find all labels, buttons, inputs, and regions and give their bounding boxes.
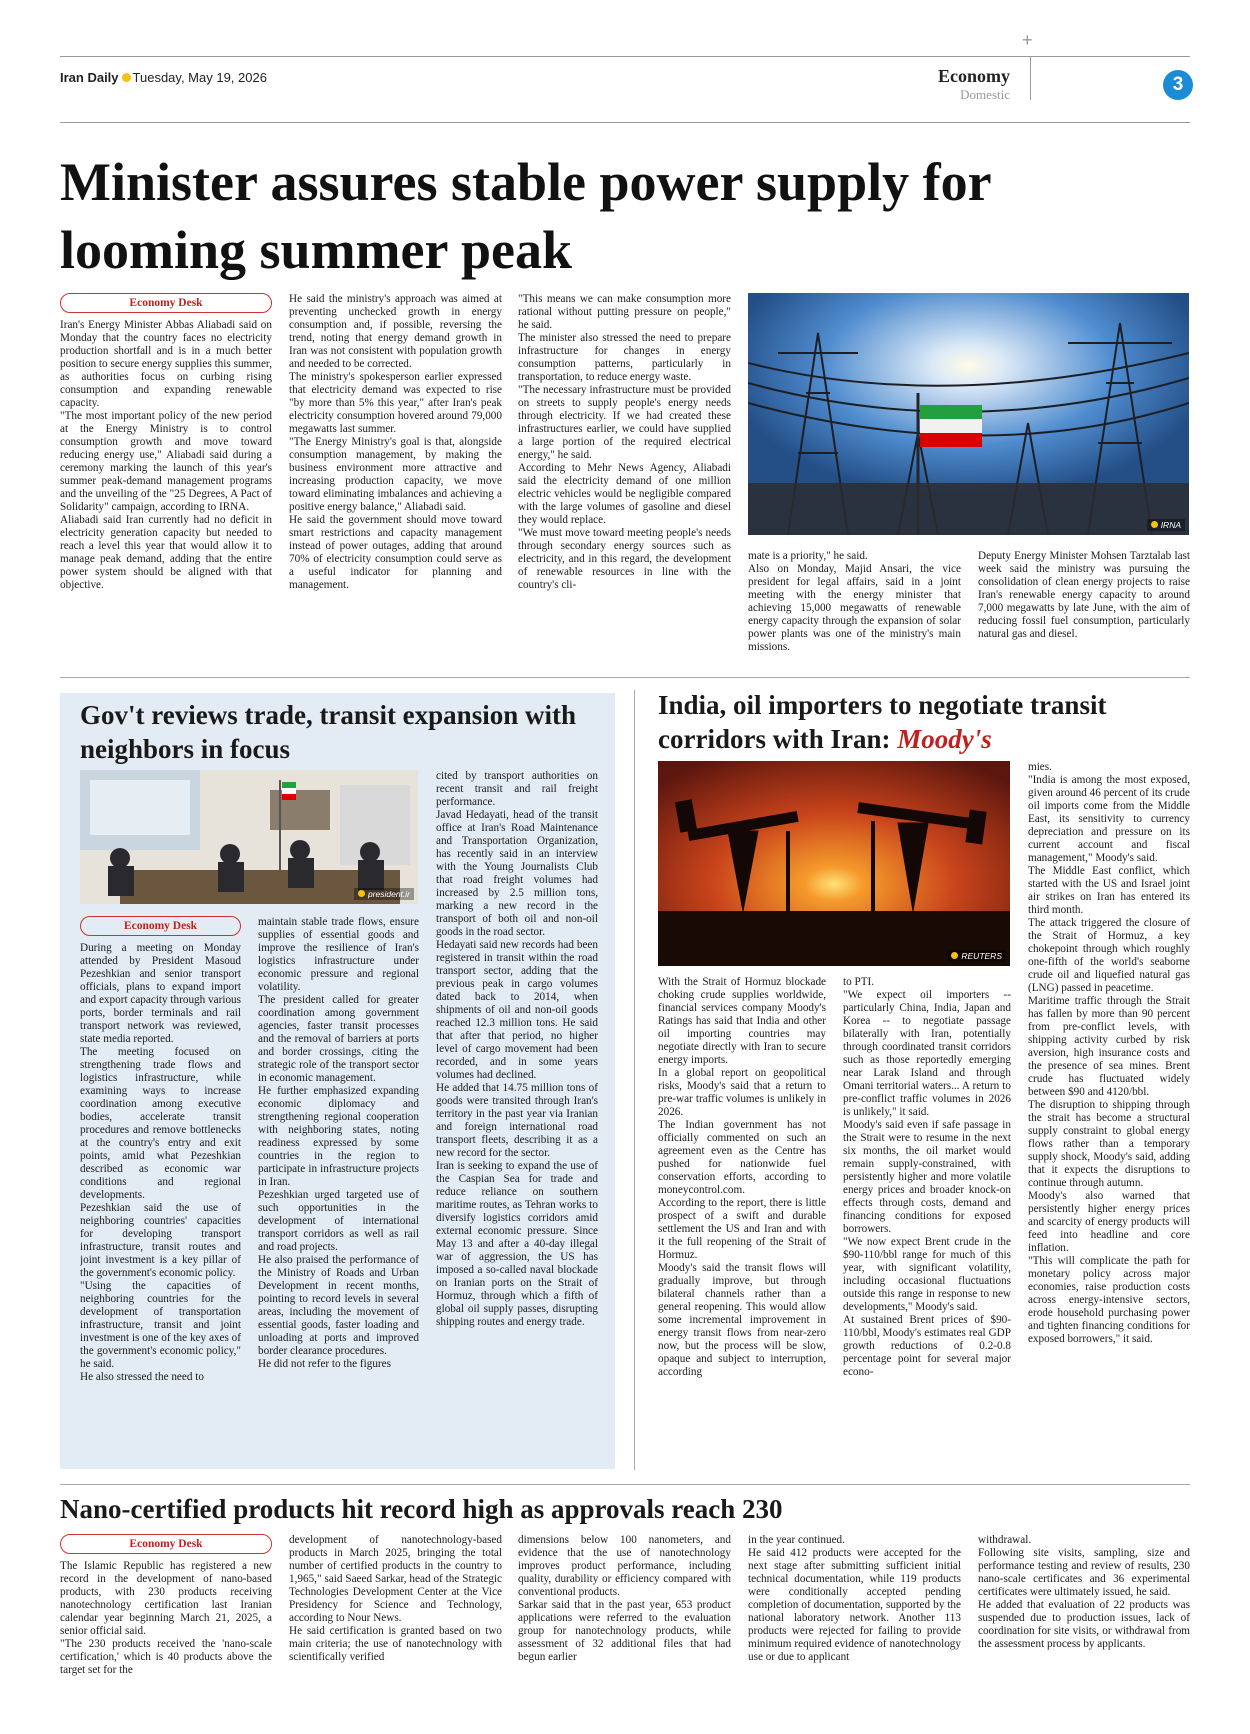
nano-text-4 — [748, 1534, 961, 1664]
crosshair-mark: + — [1022, 30, 1033, 50]
paragraph: "The 230 products received the 'nano-scale certification,' which is 40 products above the target set for the — [60, 1638, 272, 1676]
paragraph: Sarkar said that in the past year, 653 product applications were referred to the evaluation group for nanotechnology products, while assessment of 32 additional files that had begun earlier — [518, 1599, 731, 1663]
india-photo-credit: REUTERS — [947, 950, 1006, 962]
section-name: Economy — [938, 66, 1010, 86]
paragraph: "This means we can make consumption more rational without putting pressure on people," he said. — [518, 293, 731, 331]
trade-text-3 — [436, 770, 598, 1329]
paragraph: to PTI. — [843, 976, 875, 988]
nano-desk-badge: Economy Desk — [60, 1534, 272, 1554]
india-headline-source: Moody's — [897, 724, 992, 754]
paragraph: In a global report on geopolitical risks, Moody's said that a return to pre-war traffic volumes is unlikely in 2026. — [658, 1067, 826, 1118]
paragraph: Moody's said the transit flows will gradually improve, but through bilateral channels rather than a general reopening. This would allow some incremental improvement in energy transit flows from near-zero now, but the process will be slow, opaque and subject to interruption, according — [658, 1262, 826, 1378]
paragraph: Deputy Energy Minister Mohsen Tarztalab last week said the ministry was pursuing the consolidation of clean energy projects to raise Iran's renewable energy capacity to around 7,000 megawatts by late June, with the aim of reducing fossil fuel consumption, particularly natural gas and diesel. — [978, 550, 1190, 640]
paragraph: Moody's said even if safe passage in the Strait were to resume in the next six months, the oil market would remain supply-constrained, with persistently higher and more volatile energy prices and broader knock-on effects through costs, demand and financing conditions for exposed borrowers. — [843, 1119, 1011, 1235]
paragraph: He said 412 products were accepted for the next stage after submitting sufficient initial technical documentation, while 119 products were conditionally accepted pending completion of documentation, supported by the national laboratory network. Another 113 products were rejected for failing to provide minimum required evidence of nanotechnology use or due to applicant — [748, 1547, 961, 1663]
lead-column-2 — [289, 293, 502, 663]
lead-text-5 — [978, 550, 1190, 641]
lead-column-3 — [518, 293, 731, 663]
nano-text-5 — [978, 1534, 1190, 1651]
masthead-bottom-rule — [60, 122, 1190, 123]
paragraph: With the Strait of Hormuz blockade choking crude supplies worldwide, financial services company Moody's Ratings has said that India and other oil importing countries may negotiate directly with Iran to secure energy imports. — [658, 976, 826, 1066]
paragraph: The Middle East conflict, which started with the US and Israel joint air strikes on Iran has entered its third month. — [1028, 865, 1190, 916]
paragraph: Iran's Energy Minister Abbas Aliabadi said on Monday that the country faces no electricity production shortfall and is in a much better position to secure energy supplies this summer, as authorities focus on curbing rising consumption and expanding renewable capacity. — [60, 319, 272, 409]
paragraph: He did not refer to the figures — [258, 1358, 391, 1370]
paragraph: According to the report, there is little prospect of a swift and durable settlement the US and Iran and with it the full reopening of the Strait of Hormuz. — [658, 1197, 826, 1261]
trade-text-1 — [80, 942, 241, 1384]
trade-column-1 — [80, 916, 241, 1458]
paragraph: "This will complicate the path for monetary policy across major economies, raise production costs across energy-intensive sectors, erode household purchasing power and tighten financing conditions for exposed borrowers," it said. — [1028, 1255, 1190, 1345]
paragraph: The president called for greater coordination among government agencies, faster transit processes and the removal of barriers at ports and border crossings, citing the strategic role of the transport sector in economic management. — [258, 994, 419, 1084]
page-number: 3 — [1163, 70, 1193, 100]
paragraph: The meeting focused on strengthening trade flows and logistics infrastructure, while examining ways to increase coordination among executive bodies, accelerate transit procedures and remove bottlenecks at the country's entry and exit points, amid what Pezeshkian described as economic war conditions and regional developments. — [80, 1046, 241, 1201]
paragraph: Also on Monday, Majid Ansari, the vice president for legal affairs, said in a joint meeting with the energy minister that achieving 15,000 megawatts of renewable energy capacity through the expansion of solar power plants was one of the ministry's main missions. — [748, 563, 961, 653]
subsection-name: Domestic — [960, 87, 1010, 102]
lead-text-3 — [518, 293, 731, 592]
section-label — [938, 66, 1010, 103]
paragraph: development of nanotechnology-based products in March 2025, bringing the total number of certified products in the country to 1,965," said Saeed Sarkar, head of the Strategic Technologies Development Center at the Vice Presidency for Science and Technology, according to Nour News. — [289, 1534, 502, 1624]
paragraph: "India is among the most exposed, given around 46 percent of its crude oil imports come from the Middle East, its sensitivity to currency depreciation and pressure on its current account and fiscal management," Moody's said. — [1028, 774, 1190, 864]
paragraph: During a meeting on Monday attended by President Masoud Pezeshkian and senior transport officials, plans to expand import and export capacity through various ports, border terminals and rail transport network was reviewed, state media reported. — [80, 942, 241, 1045]
trade-column-2 — [258, 916, 419, 1458]
paragraph: He said the ministry's approach was aimed at preventing unchecked growth in energy consumption and, if possible, reversing the trend, noting that energy demand growth in Iran was not consistent with population growth and needed to be corrected. — [289, 293, 502, 370]
paragraph: Moody's also warned that persistently higher energy prices and scarcity of energy products will feed into headline and core inflation. — [1028, 1190, 1190, 1254]
paragraph: At sustained Brent prices of $90-110/bbl, Moody's estimates real GDP growth reductions of 0.2-0.8 percentage point for several major econo- — [843, 1314, 1011, 1378]
issue-date: Tuesday, May 19, 2026 — [132, 70, 267, 85]
trade-meeting-photo — [80, 770, 418, 904]
paragraph: "Using the capacities of neighboring countries for the development of transportation infrastructure, transit and joint investment is one of the key axes of the government's economic policy," he said. — [80, 1280, 241, 1370]
oil-pumpjack-image — [658, 761, 1010, 966]
paragraph: "We must move toward meeting people's needs through secondary energy sources such as electricity, and in this regard, the development of renewable resources in line with the country's cli- — [518, 527, 731, 591]
india-text-3 — [1028, 761, 1190, 1346]
paragraph: Maritime traffic through the Strait has fallen by more than 90 percent from pre-conflict levels, with shipping activity curbed by risk aversion, high insurance costs and the presence of sea mines. Brent crude has fluctuated widely between $90 and 4120/bbl. — [1028, 995, 1190, 1098]
paragraph: Pezeshkian said the use of neighboring countries' capacities for developing transport infrastructure, transit routes and joint investment is a key pillar of the government's economic policy. — [80, 1202, 241, 1279]
lead-text-1 — [60, 319, 272, 592]
lead-text-2 — [289, 293, 502, 592]
trade-headline: Gov't reviews trade, transit expansion with neighbors in focus — [80, 700, 576, 764]
paragraph: The Indian government has not officially commented on such an agreement even as the Centre has pushed for nationwide fuel conservation efforts, according to moneycontrol.com. — [658, 1119, 826, 1196]
paragraph: "We now expect Brent crude in the $90-110/bbl range for much of this year, with significant volatility, including occasional fluctuations outside this range in response to new developments," Moody's said. — [843, 1236, 1011, 1313]
paragraph: Hedayati said new records had been registered in transit within the road transport sector, adding that the previous peak in cargo volumes dated back to 2014, when shipments of oil and non-oil goods reached 12.3 million tons. He said that after that period, no higher level of cargo movement had been recorded, and in some years volumes had declined. — [436, 939, 598, 1081]
trade-photo-credit: president.ir — [354, 888, 414, 900]
paragraph: Pezeshkian urged targeted use of such opportunities in the development of international transport corridors as well as rail and road projects. — [258, 1189, 419, 1253]
nano-column-1 — [60, 1534, 272, 1684]
trade-column-3 — [436, 770, 598, 1458]
india-text-2 — [843, 976, 1011, 1379]
paragraph: Following site visits, sampling, size and performance testing and review of results, 230 nano-scale certificates and 36 experimental certificates were ultimately issued, he said. — [978, 1547, 1190, 1598]
lead-text-4 — [748, 550, 961, 654]
column-divider — [634, 690, 635, 1470]
lead-headline: Minister assures stable power supply for looming summer peak — [60, 152, 991, 280]
paragraph: He further emphasized expanding economic diplomacy and strengthening regional cooperation with neighboring states, noting readiness expressed by some countries in the region to participate in infrastructure projects in Iran. — [258, 1085, 419, 1188]
paper-name: Iran Daily — [60, 70, 119, 85]
paragraph: The disruption to shipping through the strait has become a structural supply constraint to global energy flows rather than a temporary supply shock, Moody's said, adding that it expects the disruptions to continue through autumn. — [1028, 1099, 1190, 1189]
paragraph: He also praised the performance of the Ministry of Roads and Urban Development in recent months, pointing to record levels in several areas, including the movement of essential goods, faster loading and unloading at ports and improved border clearance procedures. — [258, 1254, 419, 1357]
paragraph: "We expect oil importers -- particularly China, India, Japan and Korea -- to negotiate passage bilaterally with Iran, potentially through coordinated transit corridors such as those reportedly emerging near Larak Island and through Omani territorial waters... A return to pre-conflict traffic volumes in 2026 is unlikely," it said. — [843, 989, 1011, 1118]
india-oil-photo — [658, 761, 1010, 966]
nano-column-5 — [978, 1534, 1190, 1684]
nano-top-rule — [60, 1484, 1190, 1485]
paragraph: withdrawal. — [978, 1534, 1032, 1546]
paragraph: "The necessary infrastructure must be provided on streets to supply people's energy needs through electricity. If we had created these infrastructures earlier, we could have supplied a large portion of the required electrical energy," he said. — [518, 384, 731, 461]
paragraph: maintain stable trade flows, ensure supplies of essential goods and improve the resilience of Iran's logistics infrastructure under economic pressure and regional volatility. — [258, 916, 419, 993]
paragraph: The minister also stressed the need to prepare infrastructure for changes in energy consumption patterns, particularly in transportation, to reduce energy waste. — [518, 332, 731, 383]
paragraph: The attack triggered the closure of the Strait of Hormuz, a key chokepoint through which roughly one-fifth of the world's seaborne crude oil and liquefied natural gas (LNG) passed in peacetime. — [1028, 917, 1190, 994]
nano-column-2 — [289, 1534, 502, 1684]
masthead-divider — [1030, 56, 1031, 100]
india-column-2 — [843, 976, 1011, 1470]
paragraph: mate is a priority," he said. — [748, 550, 868, 562]
paragraph: "The Energy Ministry's goal is that, alongside consumption management, by making the business environment more attractive and increasing production capacity, we move toward eliminating imbalances and achieving a positive energy balance," Aliabadi said. — [289, 436, 502, 513]
trade-text-2 — [258, 916, 419, 1371]
nano-text-1 — [60, 1560, 272, 1677]
lead-column-1 — [60, 293, 272, 661]
paragraph: He said certification is granted based on two main criteria; the use of nanotechnology with scientifically verified — [289, 1625, 502, 1663]
paragraph: cited by transport authorities on recent transit and rail freight performance. — [436, 770, 598, 808]
lead-photo-pylons — [748, 293, 1189, 535]
masthead-top-rule — [60, 56, 1190, 57]
masthead-left — [60, 70, 267, 85]
india-text-1 — [658, 976, 826, 1379]
nano-text-2 — [289, 1534, 502, 1664]
paragraph: Aliabadi said Iran currently had no deficit in electricity generation capacity but needed to reach a level this year that would allow it to manage peak demand, adding that the entire power system should be aligned with that objective. — [60, 514, 272, 591]
trade-desk-badge: Economy Desk — [80, 916, 241, 936]
nano-headline: Nano-certified products hit record high as approvals reach 230 — [60, 1494, 783, 1524]
nano-text-3 — [518, 1534, 731, 1664]
meeting-room-image — [80, 770, 418, 904]
lead-column-5 — [978, 550, 1190, 662]
paragraph: "The most important policy of the new period at the Energy Ministry is to control consumption growth and move toward reducing energy use," Aliabadi said during a ceremony marking the launch of this year's summer peak-demand management programs and the unveiling of the "25 Degrees, A Pact of Solidarity" campaign, according to IRNA. — [60, 410, 272, 513]
paragraph: mies. — [1028, 761, 1052, 773]
paragraph: in the year continued. — [748, 1534, 845, 1546]
paragraph: Javad Hedayati, head of the transit office at Iran's Road Maintenance and Transportation Organization, has recently said in an interview with the Young Journalists Club that road freight volumes had increased by 2.5 million tons, marking a new record in the transport of both oil and non-oil goods in the road sector. — [436, 809, 598, 938]
nano-column-3 — [518, 1534, 731, 1684]
lead-column-4 — [748, 550, 961, 662]
paragraph: He added that evaluation of 22 products was suspended due to production issues, lack of coordination for site visits, or withdrawal from the assessment process by applicants. — [978, 1599, 1190, 1650]
paragraph: Iran is seeking to expand the use of the Caspian Sea for trade and reduce reliance on southern maritime routes, as Tehran works to diversify logistics corridors amid external economic pressure. Since May 13 and after a 40-day illegal war of aggression, the US has imposed a so-called naval blockade on Iranian ports on the Strait of Hormuz, through which a fifth of global oil supply passes, disrupting shipping routes and energy trade. — [436, 1160, 598, 1328]
paragraph: He said the government should move toward smart restrictions and capacity management instead of power outages, adding that around 70% of electricity consumption could serve as a useful indicator for planning and management. — [289, 514, 502, 591]
lead-desk-badge: Economy Desk — [60, 293, 272, 313]
paragraph: The Islamic Republic has registered a new record in the development of nano-based products, with 230 products receiving nanotechnology certification last Iranian calendar year beginning March 21, 2025, a senior official said. — [60, 1560, 272, 1637]
paragraph: He added that 14.75 million tons of goods were transited through Iran's territory in the past year via Iranian and foreign international road transport fleets, describing it as a new record for the sector. — [436, 1082, 598, 1159]
nano-column-4 — [748, 1534, 961, 1684]
brand-dot-icon — [122, 73, 131, 82]
paragraph: According to Mehr News Agency, Aliabadi said the electricity demand of one million electric vehicles would be negligible compared with the large volumes of gasoline and diesel they would replace. — [518, 462, 731, 526]
paragraph: He also stressed the need to — [80, 1371, 204, 1383]
india-headline: India, oil importers to negotiate transit corridors with Iran: Moody's — [658, 690, 1107, 754]
pylon-flag-image — [748, 293, 1189, 535]
lead-photo-credit: IRNA — [1147, 519, 1185, 531]
lead-bottom-rule — [60, 677, 1190, 678]
paragraph: dimensions below 100 nanometers, and evidence that the use of nanotechnology improves product performance, including quality, durability or efficiency compared with conventional products. — [518, 1534, 731, 1598]
india-column-3 — [1028, 761, 1190, 1470]
paragraph: The ministry's spokesperson earlier expressed that electricity demand was expected to rise "by more than 5% this year," after Iran's peak electricity consumption hovered around 79,000 megawatts last summer. — [289, 371, 502, 435]
india-column-1 — [658, 976, 826, 1470]
